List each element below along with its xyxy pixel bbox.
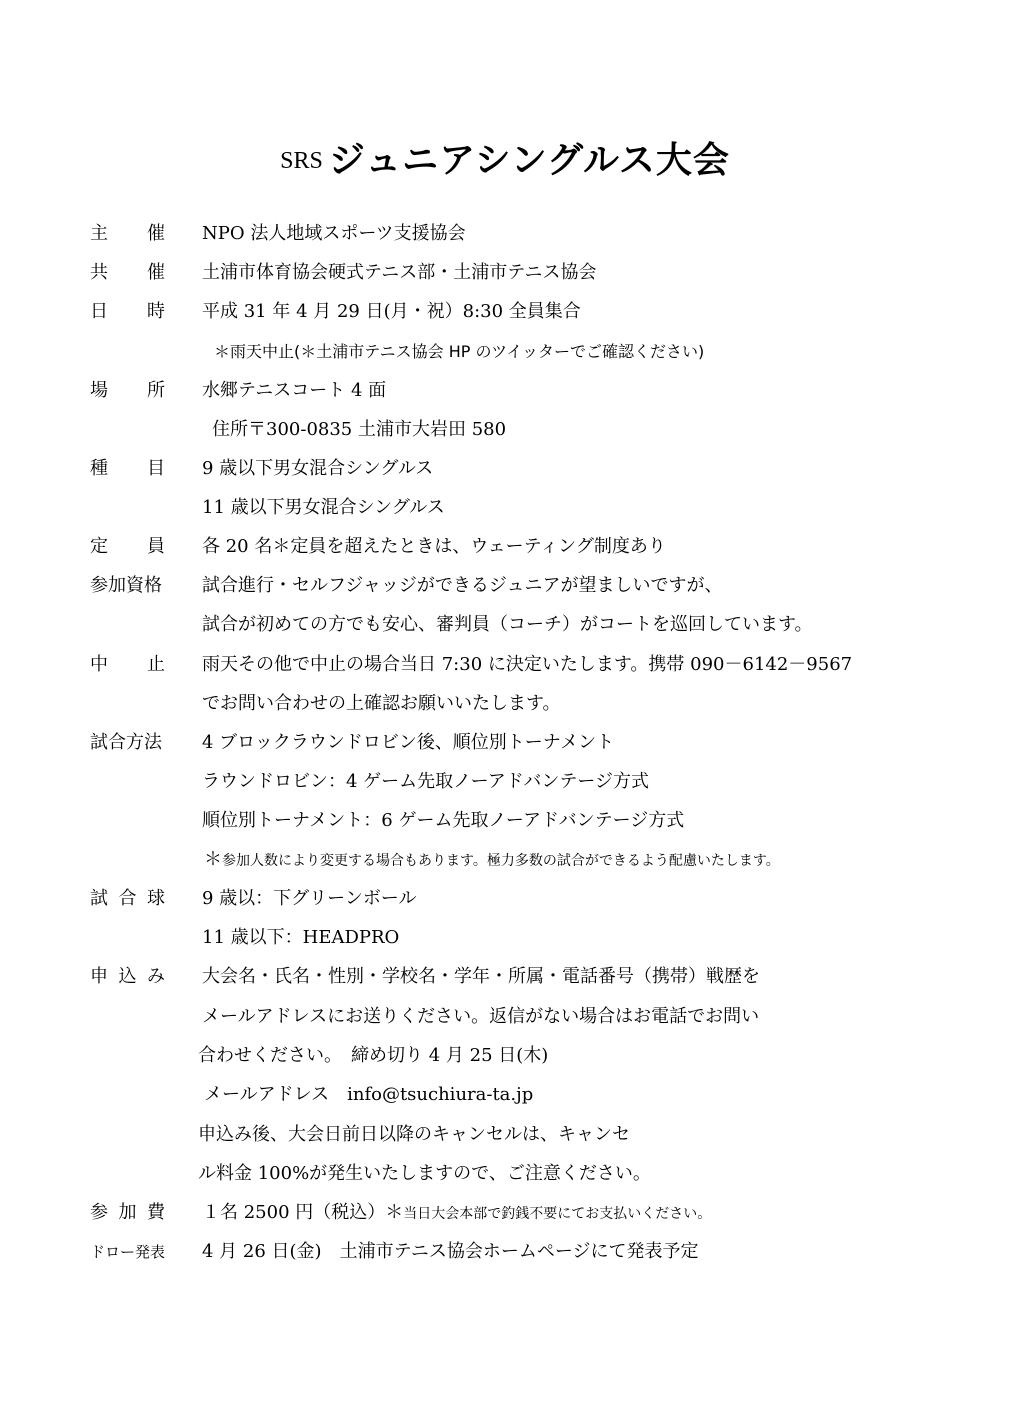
title-main: ジュニアシングルス大会 — [328, 140, 730, 181]
label-venue: 場 所 — [90, 380, 165, 401]
label-capacity: 定 員 — [90, 536, 165, 557]
row-apply-2 — [0, 1002, 1010, 1032]
label-ball: 試 合 球 — [90, 888, 165, 909]
row-draw — [0, 1237, 1010, 1267]
row-apply-3 — [0, 1041, 1010, 1071]
row-apply-4 — [0, 1080, 1010, 1110]
label-apply: 申 込 み — [90, 966, 165, 987]
value-venue: 水郷テニスコート 4 面 — [202, 380, 387, 401]
row-eligibility — [0, 571, 1010, 601]
label-events: 種 目 — [90, 458, 165, 479]
value-apply-6: ル料金 100%が発生いたしますので、ご注意ください。 — [198, 1163, 651, 1184]
label-cohost: 共 催 — [90, 262, 165, 283]
row-ball-2 — [0, 923, 1010, 953]
value-events-2: 11 歳以下男女混合シングルス — [202, 497, 445, 518]
value-address: 住所〒300-0835 土浦市大岩田 580 — [212, 419, 507, 440]
document-title — [0, 132, 1010, 183]
label-format: 試合方法 — [90, 732, 162, 753]
value-capacity: 各 20 名＊定員を超えたときは、ウェーティング制度あり — [202, 536, 666, 557]
value-fee: １名 2500 円（税込）＊当日大会本部で釣銭不要にてお支払いください。 — [202, 1202, 712, 1223]
value-ball-2: 11 歳以下：HEADPRO — [202, 927, 400, 948]
value-cancel-2: でお問い合わせの上確認お願いいたします。 — [202, 693, 561, 714]
value-format: 4 ブロックラウンドロビン後、順位別トーナメント — [202, 732, 615, 753]
row-format-note — [0, 845, 1010, 875]
row-capacity — [0, 532, 1010, 562]
row-events-2 — [0, 493, 1010, 523]
value-format-note: ＊参加人数により変更する場合もあります。極力多数の試合ができるよう配慮いたします。 — [204, 849, 780, 870]
value-apply-4: メールアドレス info@tsuchiura-ta.jp — [204, 1084, 534, 1105]
label-eligibility: 参加資格 — [90, 575, 162, 596]
value-draw: 4 月 26 日(金) 土浦市テニス協会ホームページにて発表予定 — [202, 1241, 699, 1262]
value-apply-5: 申込み後、大会日前日以降のキャンセルは、キャンセ — [198, 1124, 630, 1145]
row-ball — [0, 884, 1010, 914]
label-cancel: 中 止 — [90, 654, 165, 675]
row-apply-6 — [0, 1159, 1010, 1189]
value-events: 9 歳以下男女混合シングルス — [202, 458, 434, 479]
row-apply — [0, 962, 1010, 992]
row-cancel — [0, 650, 1010, 680]
title-prefix: SRS — [280, 148, 323, 174]
label-date: 日 時 — [90, 301, 165, 322]
row-cancel-2 — [0, 689, 1010, 719]
row-date — [0, 297, 1010, 327]
value-organizer: NPO 法人地域スポーツ支援協会 — [202, 223, 466, 244]
label-draw: ドロー発表 — [90, 1243, 166, 1261]
row-venue — [0, 376, 1010, 406]
row-format-3 — [0, 806, 1010, 836]
row-organizer — [0, 219, 1010, 249]
value-format-2: ラウンドロビン：4 ゲーム先取ノーアドバンテージ方式 — [202, 771, 650, 792]
row-format-2 — [0, 767, 1010, 797]
label-organizer: 主 催 — [90, 223, 165, 244]
value-eligibility-2: 試合が初めての方でも安心、審判員（コーチ）がコートを巡回しています。 — [202, 614, 813, 635]
value-apply-3: 合わせください。 締め切り 4 月 25 日(木) — [198, 1045, 549, 1066]
value-date-note: ＊雨天中止(＊土浦市テニス協会 HP のツイッターでご確認ください) — [214, 342, 705, 361]
row-date-note — [0, 337, 1010, 367]
row-apply-5 — [0, 1120, 1010, 1150]
row-address — [0, 415, 1010, 445]
value-eligibility: 試合進行・セルフジャッジができるジュニアが望ましいですが、 — [202, 575, 723, 596]
value-format-3: 順位別トーナメント：6 ゲーム先取ノーアドバンテージ方式 — [202, 810, 685, 831]
row-cohost — [0, 258, 1010, 288]
value-apply-2: メールアドレスにお送りください。返信がない場合はお電話でお問い — [202, 1006, 760, 1027]
value-ball: 9 歳以：下グリーンボール — [202, 888, 417, 909]
row-format — [0, 728, 1010, 758]
row-events — [0, 454, 1010, 484]
value-apply: 大会名・氏名・性別・学校名・学年・所属・電話番号（携帯）戦歴を — [202, 966, 760, 987]
row-eligibility-2 — [0, 610, 1010, 640]
row-fee — [0, 1198, 1010, 1228]
value-cancel: 雨天その他で中止の場合当日 7:30 に決定いたします。携帯 090－6142－9567 — [202, 654, 853, 675]
value-date: 平成 31 年 4 月 29 日(月・祝）8:30 全員集合 — [202, 301, 581, 322]
value-cohost: 土浦市体育協会硬式テニス部・土浦市テニス協会 — [202, 262, 597, 283]
label-fee: 参 加 費 — [90, 1202, 165, 1223]
